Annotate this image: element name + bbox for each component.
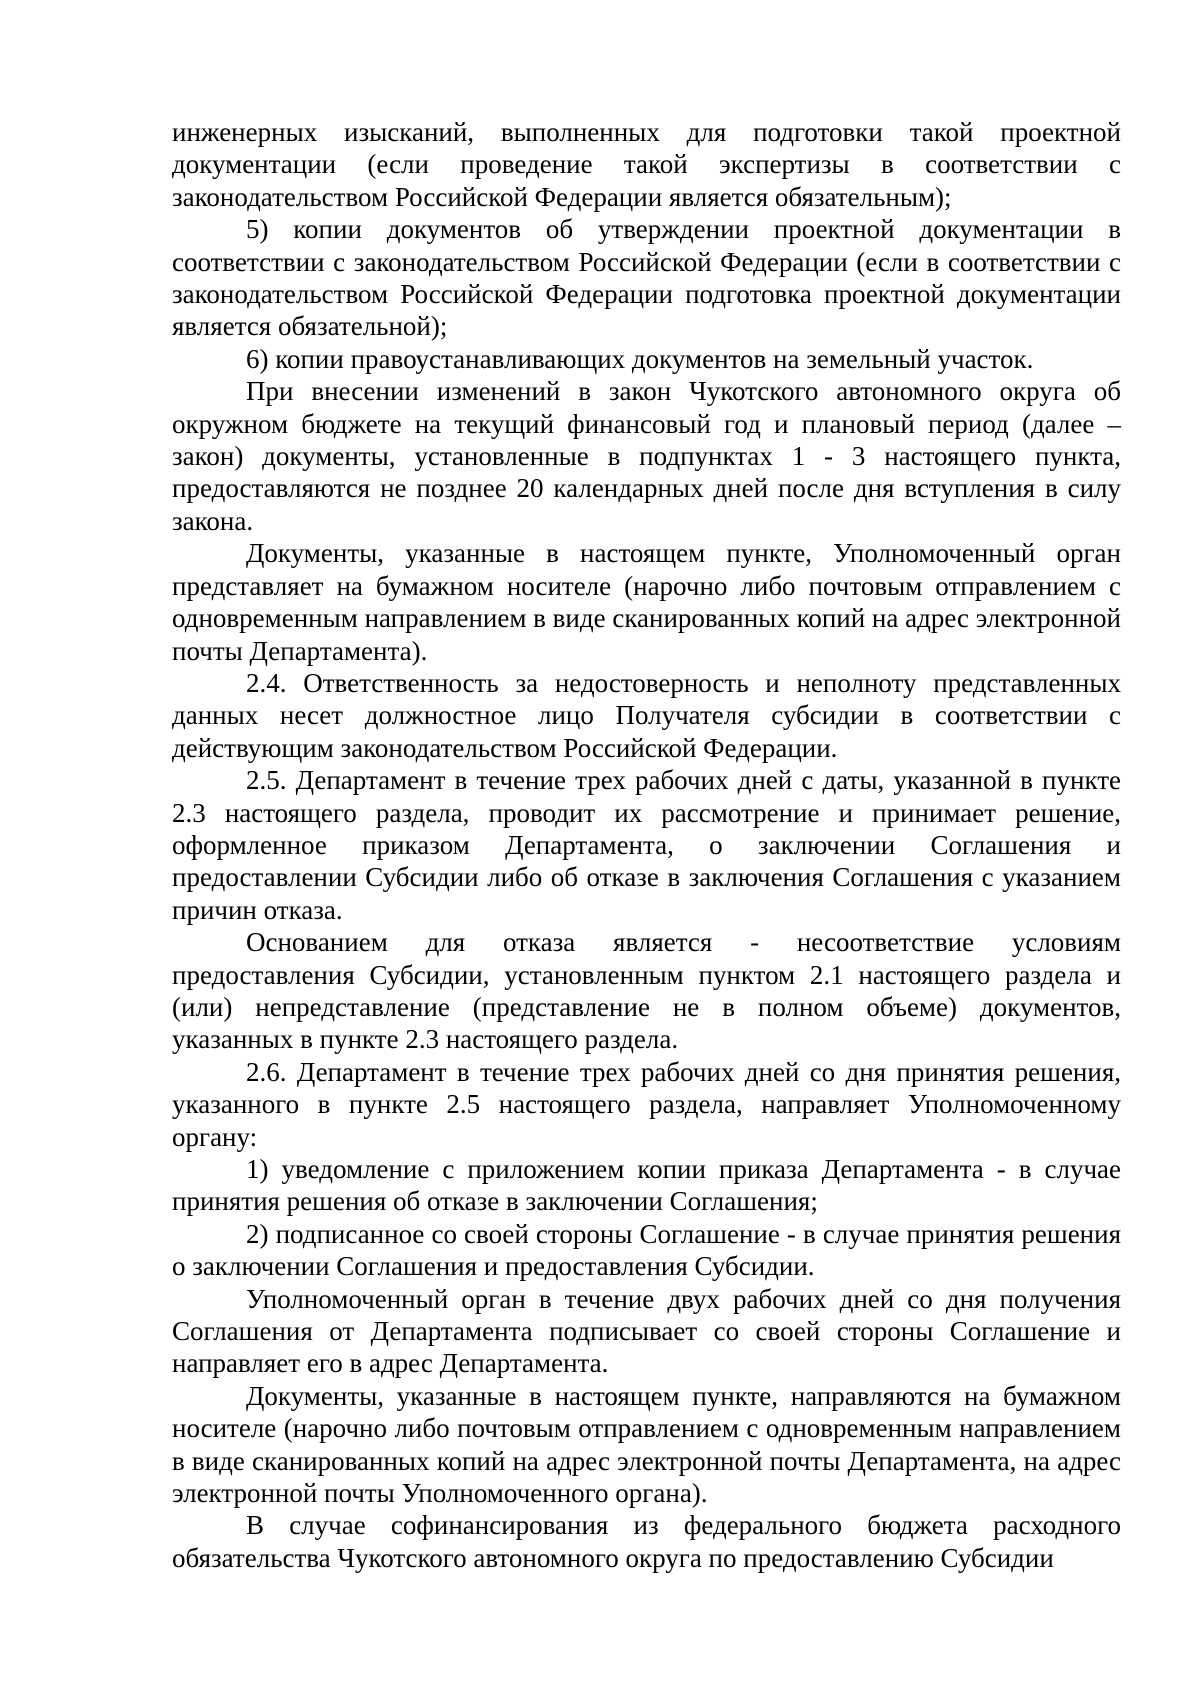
paragraph-federal-cofinancing: В случае софинансирования из федерального бюджета расходного обязательства Чукотского автономного округа по предоставлению Субсидии [172,1510,1121,1573]
paragraph-documents-delivery: Документы, указанные в настоящем пункте, направляются на бумажном носителе (нарочно либо почтовым отправлением с одновременным направлением в виде сканированных копий на адрес электронной почты Департамента, на адрес электронной почты Уполномоченного органа). [172,1380,1121,1509]
paragraph-item-6: 6) копии правоустанавливающих документов на земельный участок. [246,343,1034,374]
paragraph-refusal-grounds: Основанием для отказа является - несоответствие условиям предоставления Субсидии, установленным пунктом 2.1 настоящего раздела и (или) непредставление (представление не в полном объеме) документов, указанных в пункте 2.3 настоящего раздела. [172,927,1121,1055]
paragraph-documents-submission: Документы, указанные в настоящем пункте, Уполномоченный орган представляет на бумажном носителе (нарочно либо почтовым отправлением с одновременным направлением в виде сканированных копий на адрес электронной почты Департамента). [172,538,1122,666]
paragraph-2-5: 2.5. Департамент в течение трех рабочих дней с даты, указанной в пункте 2.3 настоящего раздела, проводит их рассмотрение и принимает решение, оформленное приказом Департамента, о заключении Соглашения и предоставлении Субсидии либо об отказе в заключения Соглашения с указанием причин отказа. [172,765,1121,925]
paragraph-item-5: 5) копии документов об утверждении проектной документации в соответствии с законодательством Российской Федерации (если в соответствии с законодательством Российской Федерации подготовка проектной документации является обязательной); [172,214,1121,342]
paragraph-authorized-body-signing: Уполномоченный орган в течение двух рабочих дней со дня получения Соглашения от Департамента подписывает со своей стороны Соглашение и направляет его в адрес Департамента. [172,1283,1121,1379]
paragraph-law-amendment: При внесении изменений в закон Чукотского автономного округа об окружном бюджете на текущий финансовый год и плановый период (далее – закон) документы, установленные в подпунктах 1 - 3 настоящего пункта, предоставляются не позднее 20 календарных дней после дня вступления в силу закона. [172,376,1121,536]
paragraph-continuation: инженерных изысканий, выполненных для подготовки такой проектной документации (если проведение такой экспертизы в соответствии с законодательством Российской Федерации является обязательным); [172,117,1121,212]
document-body [172,116,1121,1574]
paragraph-2-4: 2.4. Ответственность за недостоверность и неполноту представленных данных несет должностное лицо Получателя субсидии в соответствии с действующим законодательством Российской Федерации. [172,667,1121,763]
paragraph-2-6-item-2: 2) подписанное со своей стороны Соглашение - в случае принятия решения о заключении Соглашения и предоставления Субсидии. [172,1218,1121,1282]
paragraph-2-6-item-1: 1) уведомление с приложением копии приказа Департамента - в случае принятия решения об отказе в заключении Соглашения; [172,1154,1121,1217]
paragraph-2-6: 2.6. Департамент в течение трех рабочих дней со дня принятия решения, указанного в пункте 2.5 настоящего раздела, направляет Уполномоченному органу: [172,1056,1121,1152]
